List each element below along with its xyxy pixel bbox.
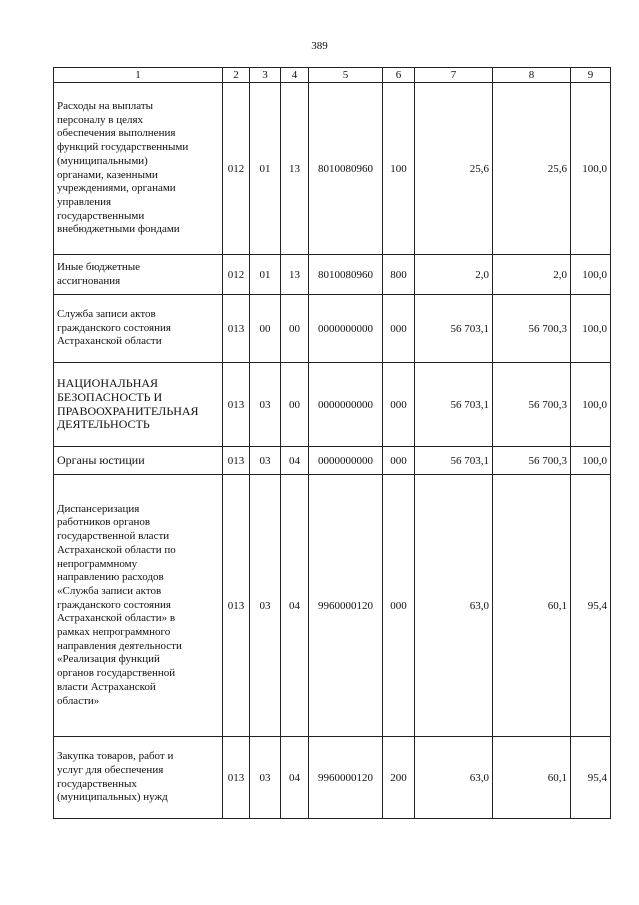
row-name-line: Иные бюджетные <box>57 260 141 273</box>
row-name-cell <box>54 475 223 737</box>
expense-type-cell: 000 <box>383 475 415 737</box>
expense-type-cell: 000 <box>383 363 415 447</box>
row-name-line: ДЕЯТЕЛЬНОСТЬ <box>57 417 150 432</box>
column-header: 4 <box>281 68 309 83</box>
execution-percent-cell: 100,0 <box>571 447 611 475</box>
expense-type-cell: 100 <box>383 83 415 255</box>
section-code-cell: 03 <box>250 475 281 737</box>
section-code-cell: 01 <box>250 255 281 295</box>
column-header: 6 <box>383 68 415 83</box>
expense-type-cell: 800 <box>383 255 415 295</box>
table-row <box>54 255 611 295</box>
row-name-line: НАЦИОНАЛЬНАЯ <box>57 376 159 391</box>
executed-amount-cell: 56 700,3 <box>493 447 571 475</box>
row-name-line: гражданского состояния <box>57 598 171 611</box>
subsection-code-cell: 00 <box>281 363 309 447</box>
planned-amount-cell: 56 703,1 <box>415 447 493 475</box>
planned-amount-cell: 2,0 <box>415 255 493 295</box>
table-row <box>54 447 611 475</box>
ministry-code-cell: 013 <box>223 475 250 737</box>
subsection-code-cell: 04 <box>281 737 309 819</box>
row-name-line: государственных <box>57 777 137 790</box>
section-code-cell: 03 <box>250 447 281 475</box>
section-code-cell: 01 <box>250 83 281 255</box>
subsection-code-cell: 04 <box>281 475 309 737</box>
row-name-line: услуг для обеспечения <box>57 763 164 776</box>
budget-table <box>53 67 611 819</box>
section-code-cell: 00 <box>250 295 281 363</box>
expense-type-cell: 200 <box>383 737 415 819</box>
executed-amount-cell: 56 700,3 <box>493 363 571 447</box>
row-name-line: обеспечения выполнения <box>57 127 176 140</box>
table-row <box>54 363 611 447</box>
expense-type-cell: 000 <box>383 447 415 475</box>
ministry-code-cell: 013 <box>223 447 250 475</box>
row-name-cell <box>54 255 223 295</box>
ministry-code-cell: 013 <box>223 363 250 447</box>
execution-percent-cell: 95,4 <box>571 475 611 737</box>
row-name-line: государственной власти <box>57 530 170 543</box>
column-header: 1 <box>54 68 223 83</box>
row-name-line: Астраханской области» в <box>57 612 176 625</box>
row-name-line: гражданского состояния <box>57 321 171 334</box>
subsection-code-cell: 13 <box>281 255 309 295</box>
ministry-code-cell: 012 <box>223 255 250 295</box>
ministry-code-cell: 012 <box>223 83 250 255</box>
row-name-line: Закупка товаров, работ и <box>57 750 174 763</box>
row-name-line: «Реализация функций <box>57 653 160 666</box>
ministry-code-cell: 013 <box>223 737 250 819</box>
planned-amount-cell: 25,6 <box>415 83 493 255</box>
row-name-line: Служба записи актов <box>57 307 156 320</box>
target-article-cell: 0000000000 <box>309 447 383 475</box>
row-name-line: (муниципальными) <box>57 154 148 167</box>
executed-amount-cell: 60,1 <box>493 737 571 819</box>
row-name-line: функций государственными <box>57 141 189 154</box>
row-name-line: управления <box>57 195 112 208</box>
row-name-cell <box>54 363 223 447</box>
row-name-cell <box>54 295 223 363</box>
subsection-code-cell: 04 <box>281 447 309 475</box>
column-header: 8 <box>493 68 571 83</box>
column-header: 2 <box>223 68 250 83</box>
row-name-line: государственными <box>57 209 145 222</box>
execution-percent-cell: 95,4 <box>571 737 611 819</box>
subsection-code-cell: 13 <box>281 83 309 255</box>
target-article-cell: 9960000120 <box>309 737 383 819</box>
executed-amount-cell: 25,6 <box>493 83 571 255</box>
column-header: 5 <box>309 68 383 83</box>
row-name-line: ассигнования <box>57 274 121 287</box>
row-name-cell <box>54 83 223 255</box>
row-name-line: непрограммному <box>57 557 138 570</box>
table-row <box>54 295 611 363</box>
table-row <box>54 475 611 737</box>
expense-type-cell: 000 <box>383 295 415 363</box>
executed-amount-cell: 56 700,3 <box>493 295 571 363</box>
table-row <box>54 737 611 819</box>
row-name-line: направления деятельности <box>57 639 182 652</box>
row-name-line: Органы юстиции <box>57 452 145 467</box>
row-name-line: внебюджетными фондами <box>57 223 180 236</box>
section-code-cell: 03 <box>250 363 281 447</box>
executed-amount-cell: 60,1 <box>493 475 571 737</box>
execution-percent-cell: 100,0 <box>571 83 611 255</box>
planned-amount-cell: 56 703,1 <box>415 295 493 363</box>
planned-amount-cell: 63,0 <box>415 737 493 819</box>
target-article-cell: 8010080960 <box>309 83 383 255</box>
row-name-line: БЕЗОПАСНОСТЬ И <box>57 389 163 404</box>
target-article-cell: 8010080960 <box>309 255 383 295</box>
planned-amount-cell: 63,0 <box>415 475 493 737</box>
row-name-line: направлению расходов <box>57 571 164 584</box>
row-name-line: органов государственной <box>57 667 176 680</box>
row-name-line: Расходы на выплаты <box>57 99 154 112</box>
section-code-cell: 03 <box>250 737 281 819</box>
subsection-code-cell: 00 <box>281 295 309 363</box>
execution-percent-cell: 100,0 <box>571 295 611 363</box>
row-name-cell <box>54 737 223 819</box>
target-article-cell: 0000000000 <box>309 363 383 447</box>
row-name-line: власти Астраханской <box>57 680 156 693</box>
column-header: 3 <box>250 68 281 83</box>
page-number: 389 <box>311 40 328 52</box>
row-name-line: Астраханской области <box>57 335 162 348</box>
execution-percent-cell: 100,0 <box>571 255 611 295</box>
column-header: 7 <box>415 68 493 83</box>
row-name-line: персоналу в целях <box>57 113 144 126</box>
row-name-cell <box>54 447 223 475</box>
row-name-line: органами, казенными <box>57 168 158 181</box>
row-name-line: (муниципальных) нужд <box>57 791 168 804</box>
ministry-code-cell: 013 <box>223 295 250 363</box>
target-article-cell: 0000000000 <box>309 295 383 363</box>
planned-amount-cell: 56 703,1 <box>415 363 493 447</box>
table-row <box>54 83 611 255</box>
row-name-line: области» <box>57 694 100 707</box>
row-name-line: рамках непрограммного <box>57 626 171 639</box>
executed-amount-cell: 2,0 <box>493 255 571 295</box>
target-article-cell: 9960000120 <box>309 475 383 737</box>
row-name-line: «Служба записи актов <box>57 584 162 597</box>
row-name-line: ПРАВООХРАНИТЕЛЬНАЯ <box>57 403 199 418</box>
row-name-line: Астраханской области по <box>57 543 176 556</box>
row-name-line: учреждениями, органами <box>57 182 176 195</box>
table-header-row <box>54 68 611 83</box>
column-header: 9 <box>571 68 611 83</box>
row-name-line: работников органов <box>57 516 151 529</box>
row-name-line: Диспансеризация <box>57 502 140 515</box>
execution-percent-cell: 100,0 <box>571 363 611 447</box>
